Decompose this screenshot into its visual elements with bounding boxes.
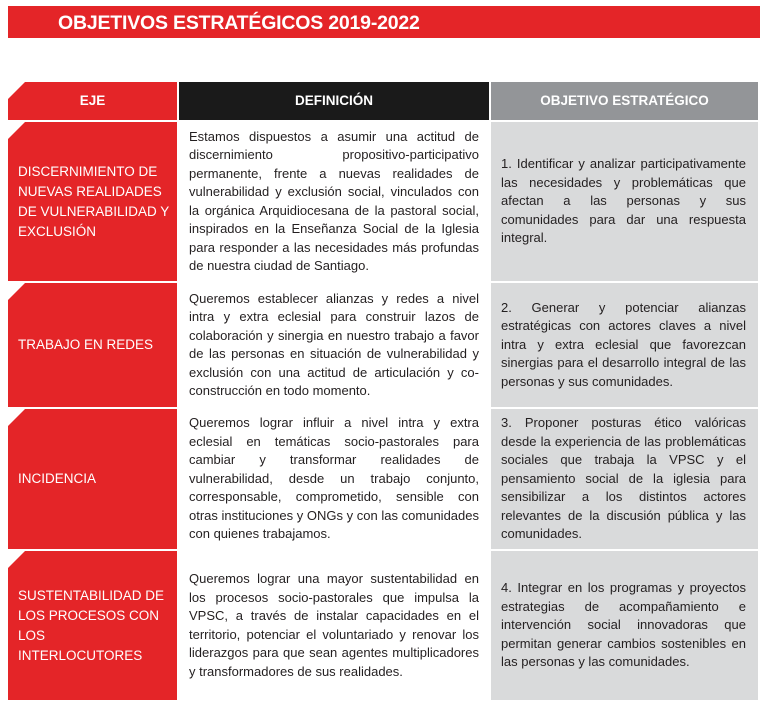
title-band [8,6,760,38]
row-4-eje: SUSTENTABILIDAD DE LOS PROCESOS CON LOS INTERLOCUTORES [18,587,165,663]
row-4-definicion-cell [179,551,489,700]
row-3-objetivo-cell [491,409,758,549]
row-1-eje: DISCERNIMIENTO DE NUEVAS REALIDADES DE VULNERABILIDAD Y EXCLUSIÓN [18,163,170,239]
row-2-eje-cell [8,283,177,407]
row-2-definicion: Queremos establecer alianzas y redes a nivel intra y extra eclesial para construir lazos de colaboración y sinergia en nuestro trabajo a favor de las personas en situación de vulnerabilidad y exclusión con una actitud de articulación y co-construcción en todo momento. [189,290,479,398]
page-title: OBJETIVOS ESTRATÉGICOS 2019-2022 [58,12,420,34]
header-objetivo [491,82,758,120]
header-objetivo-label: OBJETIVO ESTRATÉGICO [540,93,709,108]
row-4-definicion: Queremos lograr una mayor sustentabilidad en los procesos socio-pastorales que impulsa la VPSC, a través de instalar capacidades en el territorio, potenciar el voluntariado y renovar los liderazgos para que sean agentes multiplicadores y transformadores de sus realidades. [189,571,479,679]
row-4-objetivo: 4. Integrar en los programas y proyectos estrategias de acompañamiento e intervención social innovadoras que permitan generar cambios sostenibles en las personas y las comunidades. [501,580,746,670]
row-2-eje: TRABAJO EN REDES [18,337,154,352]
row-1-definicion-cell [179,122,489,281]
row-4-eje-cell [8,551,177,700]
header-eje-label: EJE [79,93,106,108]
row-1-definicion: Estamos dispuestos a asumir una actitud de discernimiento propositivo-participativo permanente, frente a nuevas realidades de vulnerabilidad y exclusión social, vinculados con la orgánica Arquidiocesana de la pastoral social, inspirados en la Enseñanza Social de la Iglesia para responder a las necesidades más profundas de nuestra ciudad de Santiago. [189,128,479,273]
row-1-eje-cell [8,122,177,281]
strategic-objectives-table [8,82,758,700]
row-3-eje-cell [8,409,177,549]
row-3-objetivo: 3. Proponer posturas ético valóricas desde la experiencia de las problemáticas sociales que trabaja la VPSC y el pensamiento social de la iglesia para sensibilizar a los distintos actores relevantes de la discusión pública y las comunidades. [501,415,746,542]
header-eje [8,82,177,120]
row-3-definicion-cell [179,409,489,549]
row-2-definicion-cell [179,283,489,407]
row-4-objetivo-cell [491,551,758,700]
row-3-definicion: Queremos lograr influir a nivel intra y extra eclesial en temáticas socio-pastorales para cambiar y transformar realidades de vulnerabilidad, desde un trabajo conjunto, corresponsable, comprometido, sensible con otras instituciones y ONGs y con las comunidades con quienes trabajamos. [189,415,479,542]
row-1-objetivo: 1. Identificar y analizar participativamente las necesidades y problemáticas que afectan a las personas y sus comunidades para dar una respuesta integral. [501,156,746,246]
header-definicion [179,82,489,120]
row-2-objetivo-cell [491,283,758,407]
row-3-eje: INCIDENCIA [18,471,97,486]
row-2-objetivo: 2. Generar y potenciar alianzas estratégicas con actores claves a nivel intra y extra eclesial que favorezcan sinergias para el desarrollo integral de las personas y sus comunidades. [501,299,746,389]
header-definicion-label: DEFINICIÓN [294,93,373,108]
row-1-objetivo-cell [491,122,758,281]
